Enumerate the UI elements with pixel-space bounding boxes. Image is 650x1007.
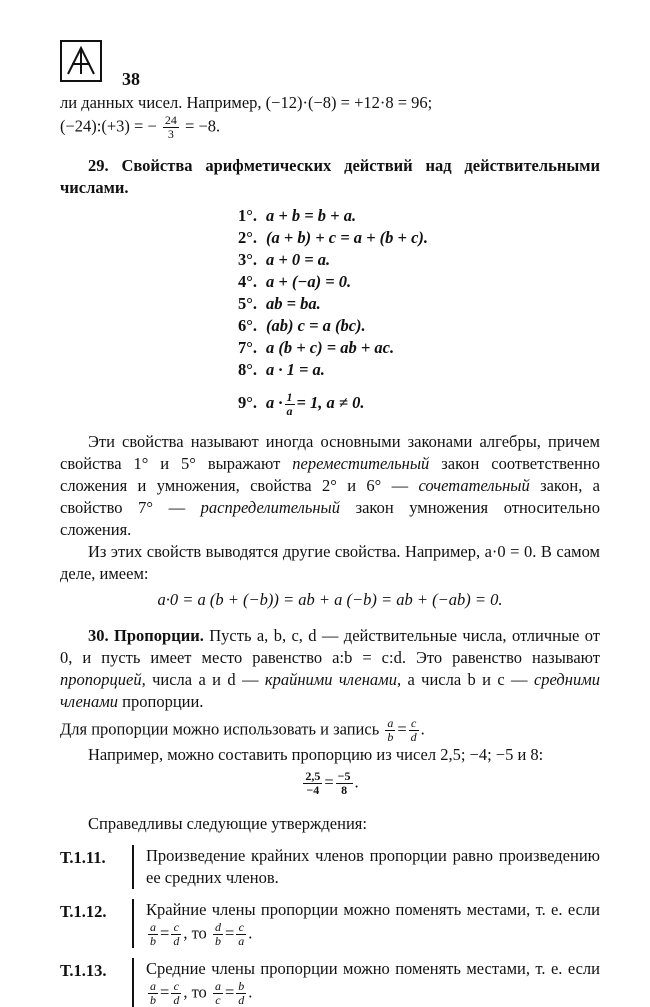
- property-formula: = 1, a ≠ 0.: [296, 393, 365, 412]
- text: а числа b и c —: [407, 670, 528, 689]
- text: закон, а свойство 7° —: [60, 476, 601, 517]
- property-item: [238, 337, 600, 359]
- fraction-numerator: b: [238, 979, 245, 993]
- fraction-denominator: d: [173, 934, 180, 948]
- fraction: [336, 770, 353, 797]
- page-number: 38: [122, 69, 140, 89]
- property-item: [238, 359, 600, 381]
- fraction: [303, 770, 322, 797]
- fraction: [236, 980, 246, 1007]
- record-line: [60, 717, 600, 744]
- fraction-denominator: b: [150, 993, 156, 1007]
- property-formula: a ·: [266, 393, 283, 412]
- property-number: 4°.: [238, 272, 257, 291]
- text: числа a и d —: [152, 670, 259, 689]
- property-formula: ab = ba.: [266, 294, 321, 313]
- property-number: 1°.: [238, 206, 257, 225]
- fraction-numerator: a: [387, 716, 394, 730]
- example-paragraph: Например, можно составить пропорцию из чисел 2,5; −4; −5 и 8:: [88, 745, 544, 764]
- fraction-denominator: −4: [306, 783, 320, 797]
- text: Пусть a, b, c, d — действительные числа, отличные от 0, и пусть имеет место равенство a:b = c:d. Это равенство называют: [60, 626, 601, 667]
- fraction-numerator: 24: [164, 113, 177, 127]
- fraction-denominator: b: [150, 934, 156, 948]
- theorem-t1-12: [60, 899, 600, 948]
- paragraph-derived: Из этих свойств выводятся другие свойства. Например, a·0 = 0. В самом деле, имеем:: [60, 542, 600, 583]
- theorem-label: Т.1.12.: [60, 902, 107, 921]
- property-formula: a (b + c) = ab + ac.: [266, 338, 395, 357]
- fraction-numerator: c: [171, 921, 181, 935]
- text: .: [420, 719, 425, 739]
- text: .: [354, 772, 359, 792]
- equation: a·0 = a (b + (−b)) = ab + a (−b) = ab + (−ab) = 0.: [157, 590, 503, 609]
- fraction-numerator: a: [214, 979, 221, 993]
- property-item: [238, 271, 600, 293]
- text: закон соответственно сложения и умножения, свойства 2° и 6° —: [60, 454, 601, 495]
- term: переместительный: [292, 454, 430, 473]
- fraction-numerator: −5: [337, 769, 351, 783]
- text: пропорции.: [122, 692, 204, 711]
- fraction: [213, 980, 223, 1007]
- text: Для пропорции можно использовать и запись: [60, 719, 380, 739]
- property-number: 6°.: [238, 316, 257, 335]
- property-item: [238, 293, 600, 315]
- fraction-denominator: c: [215, 993, 221, 1007]
- fraction-denominator: a: [238, 934, 245, 948]
- text: =: [397, 719, 407, 739]
- fraction-denominator: 8: [341, 783, 348, 797]
- property-number: 8°.: [238, 360, 257, 379]
- fraction-numerator: c: [236, 921, 246, 935]
- theorem-text: Произведение крайних членов пропорции равно произведению ее средних членов.: [146, 846, 600, 887]
- fraction-denominator: 3: [167, 127, 174, 141]
- fraction-denominator: a: [286, 403, 293, 418]
- property-number: 7°.: [238, 338, 257, 357]
- fraction-numerator: a: [150, 979, 156, 993]
- section-30-heading: 30. Пропорции.: [88, 626, 204, 645]
- fraction-numerator: 1: [286, 389, 293, 404]
- fraction: [163, 114, 179, 141]
- paragraph-laws: [60, 431, 600, 541]
- property-formula: a + 0 = a.: [266, 250, 331, 269]
- theorem-t1-11: [60, 845, 600, 889]
- fraction-denominator: d: [410, 730, 417, 744]
- fraction-numerator: 2,5: [305, 769, 321, 783]
- page-header: [60, 40, 600, 92]
- property-number: 9°.: [238, 393, 257, 412]
- fraction: [148, 980, 158, 1007]
- property-formula: a + (−a) = 0.: [266, 272, 352, 291]
- intro-line-2: [60, 114, 600, 141]
- section-29-heading: 29. Свойства арифметических действий над действительными числами.: [60, 156, 600, 197]
- text: Средние члены пропорции можно поменять местами, т. е. если: [146, 959, 600, 978]
- property-formula: a + b = b + a.: [266, 206, 357, 225]
- property-formula: a · 1 = a.: [266, 360, 325, 379]
- fraction: [385, 717, 395, 744]
- fraction-denominator: d: [238, 993, 245, 1007]
- intro-text: = −8.: [185, 116, 221, 136]
- valid-statements: Справедливы следующие утверждения:: [88, 814, 367, 833]
- theorem-text: Средние члены пропорции можно поменять местами, т. е. если $\frac{a}{b}$ = $\frac{c}{d}$ , то $\frac{a}{c}$ = $\frac{b}{d}$ .: [146, 959, 600, 1007]
- property-number: 2°.: [238, 228, 257, 247]
- text: Эти свойства называют иногда основными законами алгебры, причем свойства 1° и 5° выражают: [60, 432, 600, 473]
- properties-list: [238, 205, 600, 421]
- intro-text: (−24):(+3) = −: [60, 116, 157, 136]
- fraction-denominator: d: [173, 993, 180, 1007]
- fraction-denominator: b: [387, 730, 394, 744]
- theorem-label: Т.1.11.: [60, 848, 106, 867]
- term: крайними членами,: [264, 670, 402, 689]
- fraction-denominator: b: [214, 934, 221, 948]
- intro-line-1: ли данных чисел. Например, (−12)·(−8) = +12·8 = 96;: [60, 93, 433, 112]
- property-item: [238, 249, 600, 271]
- term: распределительный: [200, 498, 340, 517]
- page: [60, 40, 600, 1007]
- divider: [132, 899, 134, 948]
- theorem-text: Крайние члены пропорции можно поменять местами, т. е. если $\frac{a}{b}$ = $\frac{c}{d}$ , то $\frac{d}{b}$ = $\frac{c}{a}$ .: [146, 900, 600, 948]
- property-formula: (ab) c = a (bc).: [266, 316, 366, 335]
- text: , то: [183, 923, 207, 943]
- book-emblem-icon: [60, 40, 102, 82]
- section-30-paragraph: [60, 625, 600, 713]
- theorem-label: Т.1.13.: [60, 961, 107, 980]
- fraction: [236, 921, 246, 948]
- fraction: [171, 980, 181, 1007]
- text: Крайние члены пропорции можно поменять местами, т. е. если: [146, 900, 600, 919]
- property-item: [238, 385, 600, 421]
- property-number: 3°.: [238, 250, 257, 269]
- property-formula: (a + b) + c = a + (b + c).: [266, 228, 429, 247]
- fraction-numerator: c: [409, 717, 419, 731]
- property-item: [238, 227, 600, 249]
- fraction: [409, 717, 419, 744]
- property-number: 5°.: [238, 294, 257, 313]
- text: закон умножения относительно сложения.: [60, 498, 600, 539]
- fraction: [213, 921, 223, 948]
- fraction: [171, 921, 181, 948]
- fraction: [285, 391, 295, 418]
- fraction-numerator: d: [214, 920, 221, 934]
- fraction-numerator: a: [150, 920, 156, 934]
- term: пропорцией,: [60, 670, 146, 689]
- property-item: [238, 205, 600, 227]
- fraction-numerator: c: [171, 980, 181, 994]
- term: сочетательный: [418, 476, 530, 495]
- fraction: [148, 921, 158, 948]
- term: средними членами: [60, 670, 600, 711]
- example-equation: [60, 770, 600, 797]
- text: =: [324, 772, 334, 792]
- property-item: [238, 315, 600, 337]
- divider: [132, 845, 134, 889]
- text: , то: [183, 982, 207, 1002]
